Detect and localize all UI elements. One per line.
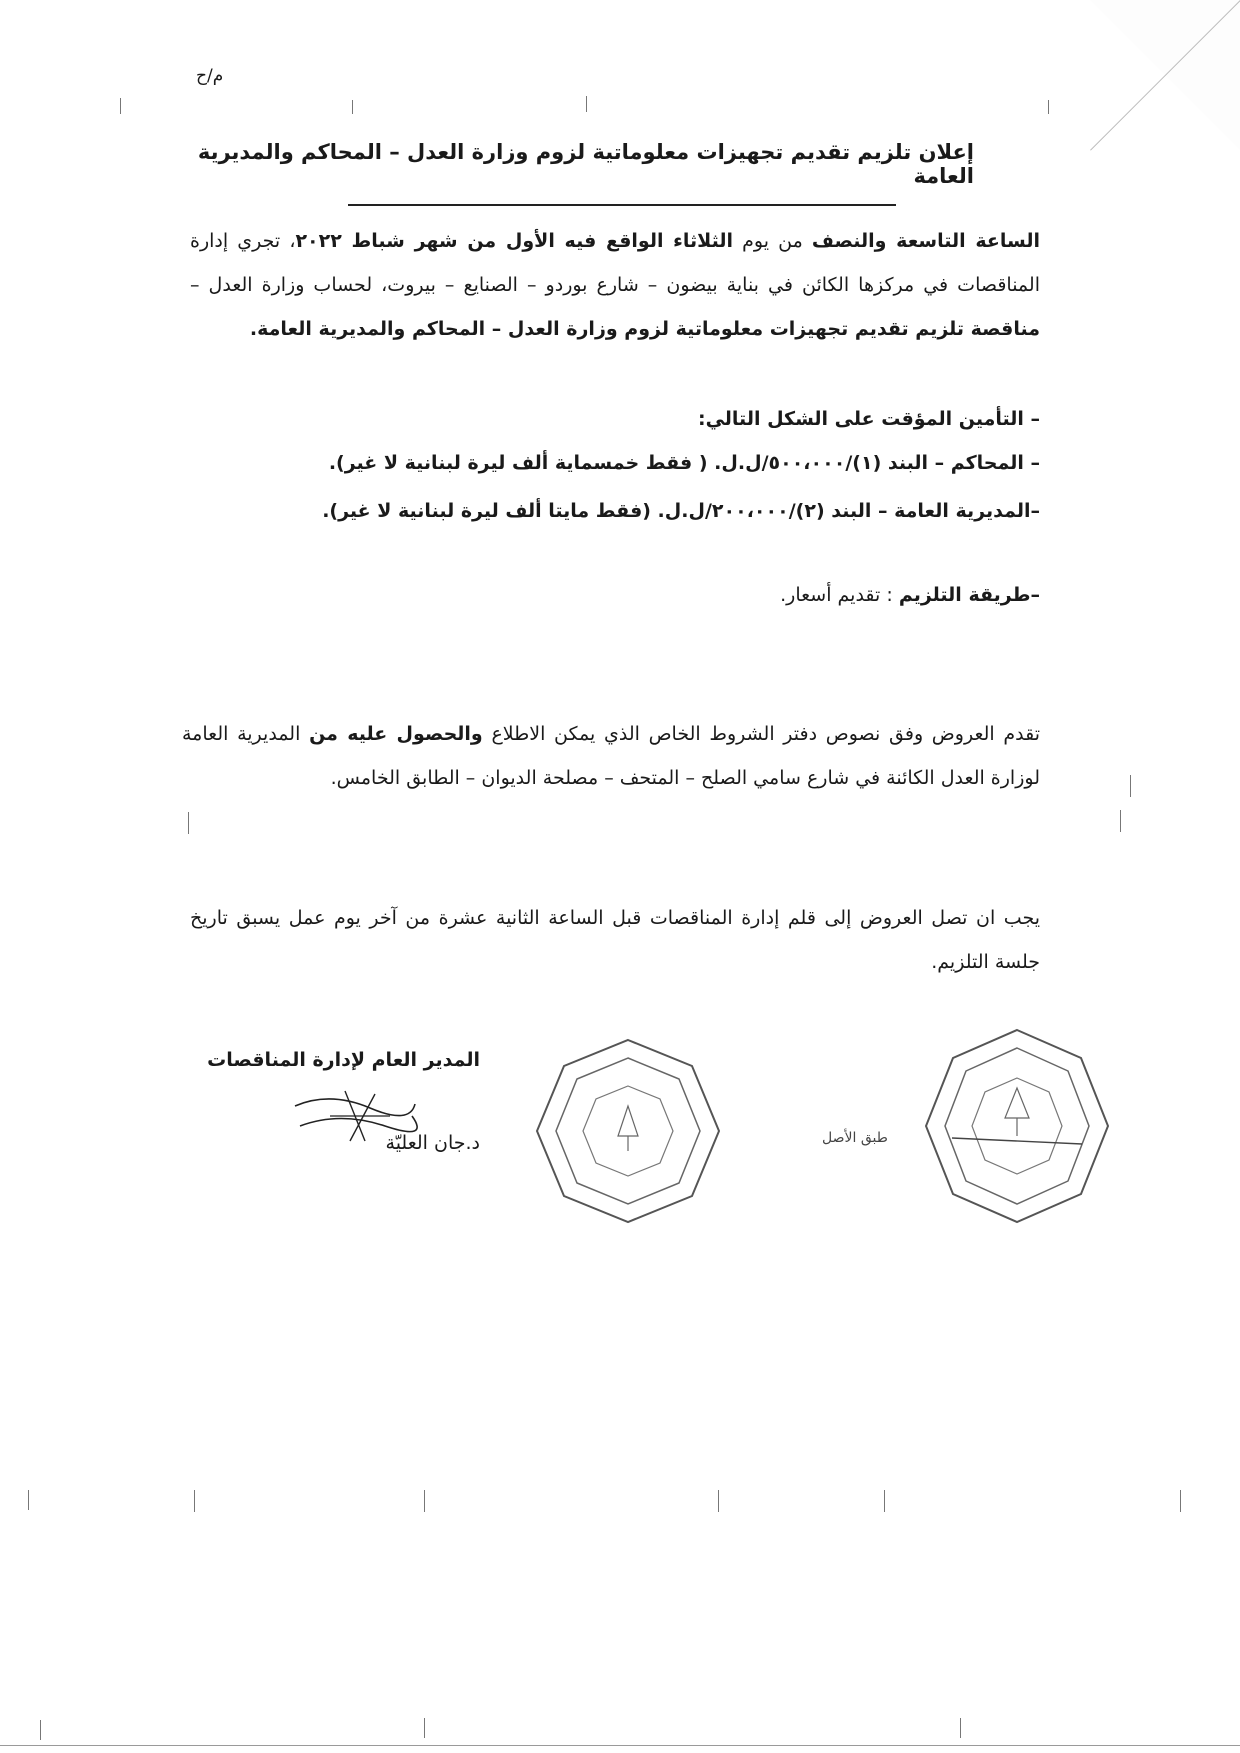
session-paragraph — [190, 219, 1040, 351]
scan-mark — [1048, 100, 1049, 114]
insurance-item-directorate: –المديرية العامة – البند (٢)/٢٠٠،٠٠٠/ل.ل. (فقط مايتا ألف ليرة لبنانية لا غير). — [322, 500, 1040, 522]
reference-mark: م/ح — [196, 66, 224, 86]
title-underline — [348, 204, 896, 206]
scan-mark — [960, 1718, 961, 1738]
scan-mark — [120, 98, 121, 114]
scan-mark — [884, 1490, 885, 1512]
scan-mark — [1120, 810, 1121, 832]
certified-copy-note: طبق الأصل — [822, 1130, 888, 1146]
official-seal-right — [922, 1026, 1112, 1226]
scan-mark — [1180, 1490, 1181, 1512]
signatory-title: المدير العام لإدارة المناقصات — [207, 1049, 480, 1071]
offers-text-2: المديرية العامة لوزارة العدل الكائنة في شارع سامي الصلح – المتحف – مصلحة الديوان – الطابق الخامس. — [182, 723, 1040, 789]
session-text-a: من يوم — [733, 230, 812, 252]
scan-mark — [586, 96, 587, 112]
scan-mark — [424, 1718, 425, 1738]
insurance-heading: – التأمين المؤقت على الشكل التالي: — [697, 408, 1040, 430]
award-method-label: –طريقة التلزيم — [898, 584, 1040, 606]
scan-mark — [718, 1490, 719, 1512]
scan-bottom-edge — [0, 1745, 1240, 1746]
tender-subject: مناقصة تلزيم تقديم تجهيزات معلوماتية لزوم وزارة العدل – المحاكم والمديرية العامة. — [249, 318, 1040, 340]
deadline-paragraph: يجب ان تصل العروض إلى قلم إدارة المناقصات قبل الساعة الثانية عشرة من آخر يوم عمل يسبق تاريخ جلسة التلزيم. — [190, 907, 1040, 973]
award-method-value: : تقديم أسعار. — [780, 584, 899, 606]
scan-mark — [352, 100, 353, 114]
session-text-b: ، تجري إدارة المناقصات في مركزها الكائن في بناية بيضون – شارع بوردو – الصنايع – بيروت، لحساب وزارة العدل – — [190, 230, 1040, 296]
scan-mark — [28, 1490, 29, 1510]
official-seal-left — [533, 1036, 723, 1226]
scan-mark — [1130, 775, 1131, 797]
award-method — [780, 584, 1040, 606]
session-time: الساعة التاسعة والنصف — [811, 230, 1040, 252]
announcement-title: إعلان تلزيم تقديم تجهيزات معلوماتية لزوم وزارة العدل – المحاكم والمديرية العامة — [197, 140, 974, 188]
offers-paragraph — [182, 712, 1040, 800]
offers-bold: والحصول عليه من — [309, 723, 483, 745]
offers-text: تقدم العروض وفق نصوص دفتر الشروط الخاص الذي يمكن الاطلاع — [482, 723, 1041, 745]
insurance-item-courts: – المحاكم – البند (١)/٥٠٠،٠٠٠/ل.ل. ( فقط خمسماية ألف ليرة لبنانية لا غير). — [328, 452, 1040, 474]
scan-mark — [188, 812, 189, 834]
scan-mark — [424, 1490, 425, 1512]
scan-mark — [194, 1490, 195, 1512]
signatory-name: د.جان العليّة — [385, 1132, 480, 1154]
session-date: الثلاثاء الواقع فيه الأول من شهر شباط ٢٠٢٢ — [295, 230, 733, 252]
scan-mark — [40, 1720, 41, 1740]
